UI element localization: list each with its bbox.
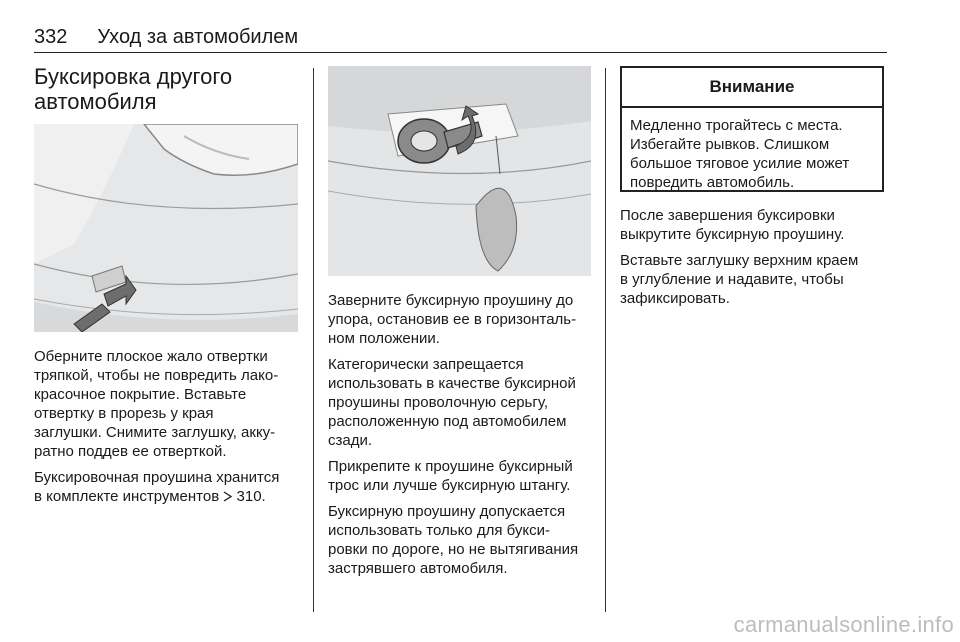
page-header (34, 22, 887, 53)
column-divider-2 (605, 68, 606, 612)
page-reference-arrow-icon (223, 491, 232, 502)
warning-box (620, 66, 884, 192)
instruction-paragraph-8: Вставьте заглушку верхним краем в углубление и надавите, чтобы зафиксировать. (620, 252, 859, 307)
section-title: Буксировка другого автомобиля (34, 64, 233, 114)
instruction-paragraph-7: После завершения буксировки выкрутите буксирную проушину. (620, 207, 845, 243)
column-1-text (34, 347, 304, 513)
tow-eye-drawing (328, 66, 591, 276)
column-3-text (620, 206, 890, 315)
chapter-title: Уход за автомобилем (97, 26, 299, 48)
rear-bumper-tow-cover-illustration (34, 124, 298, 332)
instruction-paragraph-5: Прикрепите к проушине буксирный трос или лучше буксирную штангу. (328, 458, 573, 494)
instruction-paragraph-3: Заверните буксирную проушину до упора, остановив ее в горизонталь- ном положении. (328, 292, 577, 347)
instruction-paragraph-6: Буксирную проушину допускается использовать только для букси- ровки по дороге, но не вытягивания застрявшего автомобиля. (328, 503, 579, 577)
page-reference-link[interactable]: 310. (236, 488, 266, 505)
bumper-drawing (34, 124, 298, 332)
column-divider-1 (313, 68, 314, 612)
instruction-paragraph-4: Категорически запрещается использовать в качестве буксирной проушины проволочную серьгу, расположенную под автомобилем сзади. (328, 356, 576, 449)
column-2-text (328, 291, 598, 585)
warning-title: Внимание (622, 68, 882, 108)
instruction-paragraph-2: Буксировочная проушина хранится в комплекте инструментов 310. (34, 469, 280, 505)
watermark: carmanualsonline.info (733, 612, 954, 637)
page-number: 332 (34, 26, 68, 48)
instruction-paragraph-1: Оберните плоское жало отвертки тряпкой, чтобы не повредить лако- красочное покрытие. Вставьте отвертку в прорезь у края заглушки. Снимите заглушку, акку- ратно поддев ее отверткой. (34, 348, 279, 460)
tow-eye-installed-illustration (328, 66, 591, 276)
warning-text: Медленно трогайтесь с места. Избегайте рывков. Слишком большое тяговое усилие может повредить автомобиль. (630, 117, 850, 191)
